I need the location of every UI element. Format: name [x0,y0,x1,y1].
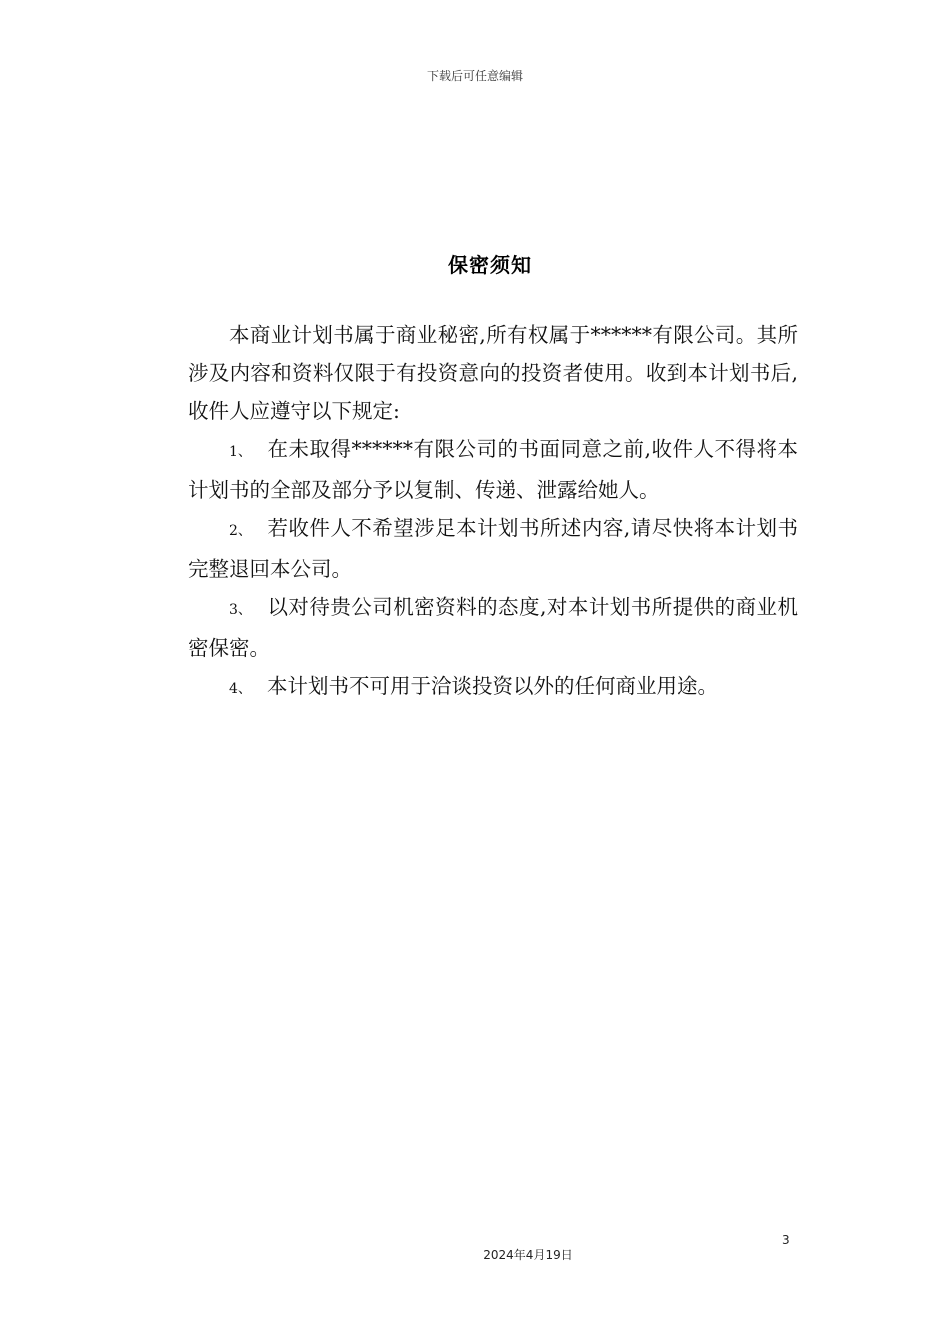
list-item [188,588,798,667]
list-item-text: 若收件人不希望涉足本计划书所述内容,请尽快将本计划书完整退回本公司。 [188,516,798,581]
document-title: 保密须知 [448,253,532,277]
list-item [188,667,798,708]
page-number: 3 [782,1233,790,1247]
list-item-number: 3、 [229,602,252,618]
intro-paragraph: 本商业计划书属于商业秘密,所有权属于******有限公司。其所涉及内容和资料仅限于有投资意向的投资者使用。收到本计划书后,收件人应遵守以下规定: [188,323,798,423]
list-item-number: 1、 [229,444,252,460]
header-note: 下载后可任意编辑 [426,69,523,83]
list-item [188,509,798,588]
footer-date: 2024年4月19日 [483,1248,573,1262]
list-item-text: 本计划书不可用于洽谈投资以外的任何商业用途。 [267,674,718,698]
list-item [188,430,798,509]
list-item-number: 2、 [229,523,252,539]
document-body [188,316,798,708]
list-item-text: 以对待贵公司机密资料的态度,对本计划书所提供的商业机密保密。 [188,595,798,660]
list-item-text: 在未取得******有限公司的书面同意之前,收件人不得将本计划书的全部及部分予以复制、传递、泄露给她人。 [188,437,798,502]
list-item-number: 4、 [229,681,252,697]
